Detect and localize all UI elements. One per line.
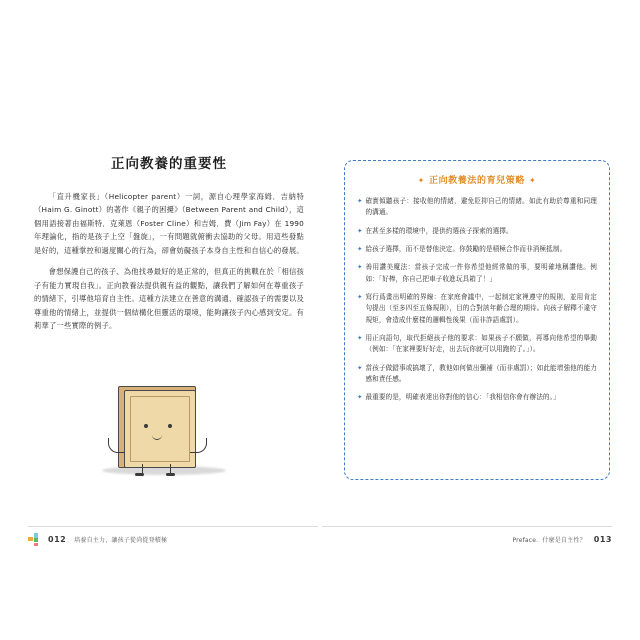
list-item bbox=[357, 363, 597, 386]
bullet-icon: ✦ bbox=[357, 244, 363, 253]
footer-left bbox=[28, 526, 318, 552]
bullet-icon: ✦ bbox=[357, 333, 363, 342]
list-item bbox=[357, 196, 597, 219]
book-left-eye-icon bbox=[144, 424, 148, 428]
footer-divider-right bbox=[322, 526, 612, 527]
bullet-icon: ✦ bbox=[357, 393, 363, 402]
book-right-eye-icon bbox=[168, 424, 172, 428]
list-item bbox=[357, 292, 597, 326]
publisher-logo-icon bbox=[28, 533, 41, 546]
footer-running-title-left: 培養自主力，讓孩子從尚從登積極 bbox=[74, 536, 168, 544]
list-item-text: 在甚至多樣的環境中，提供約選孩子探索的選擇。 bbox=[365, 226, 513, 235]
page-number-left: 012 bbox=[48, 534, 67, 544]
book-left-arm-icon bbox=[108, 438, 125, 453]
right-page bbox=[334, 140, 620, 540]
book-left-foot-icon bbox=[135, 473, 144, 476]
strategy-box-title bbox=[357, 173, 597, 186]
list-item-text: 寫行爲畫出明確的界線：在家庭會議中，一起制定家裡遵守的規則，並用肯定句提出（至多四至五條規則），目的合對該年齡合理的期待。向孩子解釋不違守規矩，會造成什麼樣的邏輯性後果（而非詐語處罰）。 bbox=[365, 292, 597, 324]
strategy-box bbox=[344, 160, 610, 480]
star-icon-left: ✦ bbox=[417, 176, 425, 185]
list-item-text: 最重要的是，明確表達出你對他的信心：「我相信你會有辦法的。」 bbox=[365, 393, 560, 402]
page-title: 正向教養的重要性 bbox=[111, 156, 227, 172]
list-item bbox=[357, 262, 597, 285]
body-paragraph-1: 「直升機家長」（Helicopter parent）一詞，源自心理學家海姆．吉納特（Haim G. Ginott）的著作《親子的困擾》（Between Parent and Child），這個用語接著由福斯特．克萊恩（Foster Cline）和吉姆．費（Jim Fay）在 1990 年理論化，指的是孩子上空「盤旋」，一有問題就俯衝去協助的父母。用這些發點是好的，這種掌控和過度關心的行為，卻會妨礙孩子本身自主性和自信心的發展。 bbox=[34, 192, 304, 255]
book-right-arm-icon bbox=[190, 438, 207, 453]
bullet-icon: ✦ bbox=[357, 197, 363, 205]
list-item-text: 確實傾聽孩子：接收他的情緒，避免貶抑自己的情緒。如此有助於尊重和同理的溝通。 bbox=[365, 197, 597, 217]
page-number-right: 013 bbox=[593, 534, 612, 544]
list-item bbox=[357, 333, 597, 356]
left-page bbox=[28, 140, 310, 540]
body-paragraph-2: 會想保護自己的孩子、為他找尋最好的是正常的，但真正的挑戰在於「相信孩子有能力實現自我」。正向教養法提供親有益的觀點，讓我們了解如何在尊重孩子的情緒下，引導他培育自主性。這種方法建立在善意的溝通、確認孩子的需要以及尊重他的情緒上，並提供一個結構化但靈活的環境，能夠讓孩子內心感到安定。有莉華了一些實際的例子。 bbox=[34, 267, 304, 331]
list-item-text: 給孩子選擇，而不是替他決定。你鼓勵的是積極合作而非消極抵制。 bbox=[365, 244, 567, 253]
list-item-text: 善用讚美魔法：當孩子完成一件你希望他經常做的事，要明確地稱讚他。例如：「好棒，你自己把車子收進玩具箱了！」 bbox=[365, 263, 597, 283]
book-character-illustration bbox=[90, 378, 240, 488]
strategy-box-title-text: 正向教養法的育兒策略 bbox=[428, 176, 525, 186]
footer-right bbox=[322, 526, 612, 552]
footer-divider-left bbox=[28, 526, 318, 527]
list-item bbox=[357, 226, 597, 237]
bullet-icon: ✦ bbox=[357, 292, 363, 301]
bullet-icon: ✦ bbox=[357, 263, 363, 272]
book-right-foot-icon bbox=[166, 473, 175, 476]
book-inner-border-icon bbox=[130, 396, 190, 462]
bullet-icon: ✦ bbox=[357, 226, 363, 235]
star-icon-right: ✦ bbox=[529, 176, 537, 185]
footer-running-title-right: Preface．什麼是自主性？ bbox=[512, 536, 586, 544]
bullet-icon: ✦ bbox=[357, 363, 363, 372]
list-item-text: 當孩子做錯事或搞壞了，教他如何做出彌補（而非處罰）；如此能增強他的能力感和責任感。 bbox=[365, 363, 597, 383]
list-item bbox=[357, 392, 597, 403]
list-item-text: 用正向語句，取代拒絕孩子他的要求：如果孩子不願做，再導向他希望的舉動（例如：「在家裡要好好走，出去玩你就可以用跑的了。」）。 bbox=[365, 333, 597, 354]
list-item bbox=[357, 244, 597, 255]
